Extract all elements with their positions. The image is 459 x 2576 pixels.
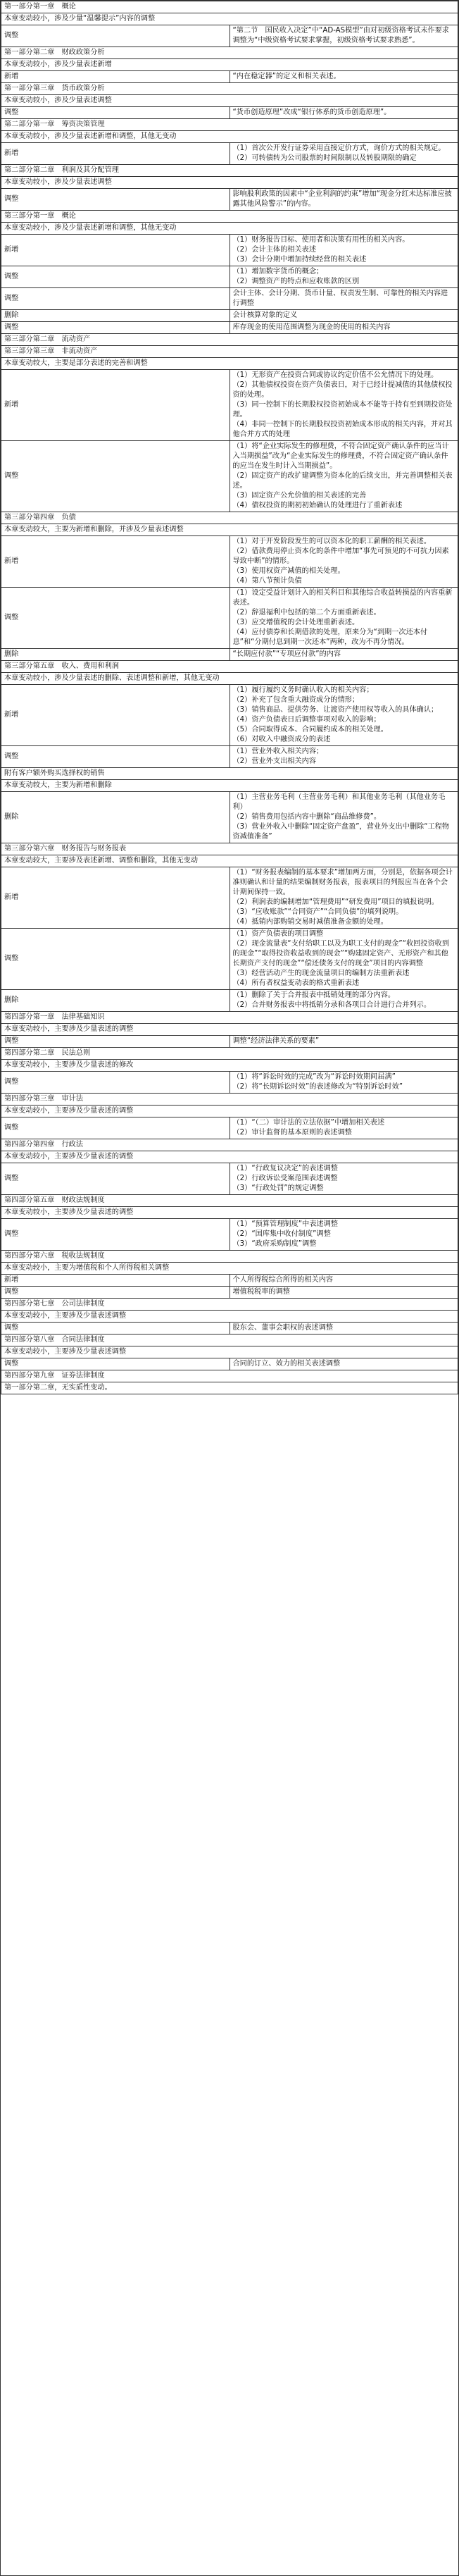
detail-line: （1）履行履约义务时确认收入的相关内容； [232, 686, 374, 694]
change-type-label: 新增 [1, 1275, 230, 1287]
detail-line: 会计主体、会计分期、货币计量、权责发生制、可靠性的相关内容进行调整 [232, 290, 448, 307]
section-row [1, 1060, 458, 1072]
section-heading: 第一部分第二章，无实质性变动。 [1, 1382, 458, 1394]
detail-line: （3）“应收账款”“合同资产”“合同负债”的填列说明。 [232, 908, 403, 916]
detail-line: 调整“经济法律关系的要素” [232, 1037, 320, 1045]
change-type-label: 调整 [1, 1163, 230, 1195]
section-heading: 第一部分第二章 财政政策分析 [1, 47, 458, 59]
change-row [1, 1163, 458, 1195]
change-type-label: 新增 [1, 536, 230, 588]
section-heading: 第四部分第七章 公司法律制度 [1, 1299, 458, 1311]
section-row [1, 673, 458, 685]
section-heading: 本章变动较小，主要涉及少量表述的调整 [1, 1106, 458, 1117]
change-detail [230, 746, 458, 768]
section-row [1, 524, 458, 536]
section-heading: 第三部分第五章 收入、费用和利润 [1, 661, 458, 673]
section-heading: 附有客户额外购买选择权的销售 [1, 768, 458, 780]
section-heading: 第四部分第五章 财政法规制度 [1, 1195, 458, 1207]
change-row [1, 649, 458, 661]
section-row [1, 768, 458, 780]
detail-line: “内在稳定器”的定义和相关表述。 [232, 73, 341, 80]
section-heading: 第四部分第一章 法律基础知识 [1, 1012, 458, 1024]
section-row [1, 47, 458, 59]
detail-line: （4）债权投资的期初初始确认的处理进行了重新表述 [232, 502, 403, 509]
section-heading: 本章变动较大，主要是部分表述的完善和调整 [1, 358, 458, 370]
change-type-label: 新增 [1, 370, 230, 441]
section-heading: 本章变动较小，涉及少量表述新增和调整，其他无变动 [1, 223, 458, 235]
detail-line: （4）应付债券和长期借款的处理，原来分为“到期一次还本付息”和“分期付息到期一次还本”两种，改为不再分情况。 [232, 628, 428, 646]
change-detail [230, 1036, 458, 1048]
detail-line: （1）增加数字货币的概念； [232, 268, 324, 275]
section-heading: 第三部分第四章 负债 [1, 512, 458, 524]
section-row [1, 95, 458, 107]
section-row [1, 1151, 458, 1163]
section-heading: 第四部分第二章 民法总则 [1, 1048, 458, 1060]
change-detail [230, 322, 458, 334]
detail-line: （2）营业外支出相关内容 [232, 757, 317, 765]
detail-line: （1）首次公开发行证券采用直接定价方式，询价方式的相关规定。 [232, 144, 446, 152]
change-row [1, 1323, 458, 1335]
change-type-label: 调整 [1, 266, 230, 288]
change-detail [230, 792, 458, 843]
section-row [1, 1094, 458, 1106]
change-detail [230, 1287, 458, 1299]
section-row [1, 780, 458, 792]
change-type-label: 调整 [1, 1287, 230, 1299]
change-detail [230, 441, 458, 512]
detail-line: （4）第八节预计负债 [232, 577, 302, 585]
section-row [1, 843, 458, 855]
detail-line: （3）销售商品、提供劳务、让渡资产使用权等收入的具体确认； [232, 706, 439, 714]
change-type-label: 调整 [1, 25, 230, 47]
change-type-label: 删除 [1, 310, 230, 322]
section-heading: 第三部分第一章 概论 [1, 211, 458, 223]
change-detail [230, 1072, 458, 1094]
detail-line: （1）“（二）审计法的立法依据”中增加相关表述 [232, 1119, 385, 1127]
section-row [1, 165, 458, 177]
detail-line: （1）删除了关于合并报表中抵销处理的部分内容。 [232, 991, 396, 999]
section-heading: 第三部分第六章 财务报告与财务报表 [1, 843, 458, 855]
section-heading: 本章变动较小，涉及少量表述新增 [1, 59, 458, 71]
change-detail [230, 685, 458, 746]
change-type-label: 调整 [1, 929, 230, 990]
change-row [1, 746, 458, 768]
change-detail [230, 1163, 458, 1195]
section-heading: 第四部分第四章 行政法 [1, 1139, 458, 1151]
change-row [1, 322, 458, 334]
change-detail [230, 107, 458, 119]
section-row [1, 1195, 458, 1207]
change-detail [230, 143, 458, 165]
section-row [1, 1024, 458, 1036]
change-row [1, 867, 458, 929]
change-row [1, 685, 458, 746]
section-heading: 本章变动较小，涉及少量表述的删除、表述调整和新增，其他无变动 [1, 673, 458, 685]
detail-line: （2）“国库集中收付制度”调整 [232, 1230, 331, 1238]
section-heading: 本章变动较小，涉及少量表述调整 [1, 95, 458, 107]
section-heading: 本章变动较小，涉及少量表述调整 [1, 177, 458, 189]
section-row [1, 1139, 458, 1151]
detail-line: （2）固定资产的改扩建调整为资本化的后续支出，并完善调整相关表述。 [232, 472, 453, 490]
detail-line: （3）固定资产公允价值的相关表述的完善 [232, 492, 367, 500]
section-row [1, 13, 458, 25]
section-row [1, 1346, 458, 1358]
detail-line: （2）补充了包含重大融资成分的情形； [232, 696, 360, 704]
detail-line: （3）同一控制下的长期股权投资初始成本不能等于持有至到期投资处理。 [232, 401, 453, 419]
detail-line: （2）其他债权投资在资产负债表日，对于已经计提减值的其他债权投资的处理。 [232, 381, 453, 399]
detail-line: （4）非同一控制下的长期股权投资初始成本形成的相关内容，并对其他合并方式的处理 [232, 421, 453, 438]
change-row [1, 310, 458, 322]
detail-line: （1）“行政复议决定”的表述调整 [232, 1165, 338, 1172]
change-row [1, 71, 458, 83]
detail-line: （1）财务报告目标、使用者和决策有用性的相关内容。 [232, 236, 410, 244]
change-detail [230, 1358, 458, 1370]
change-row [1, 929, 458, 990]
change-summary-table [1, 1, 458, 1394]
section-heading: 第三部分第二章 流动资产 [1, 334, 458, 346]
detail-line: （3）经营活动产生的现金流量项目的编制方法重新表述 [232, 970, 410, 977]
change-type-label: 调整 [1, 441, 230, 512]
change-row [1, 1287, 458, 1299]
change-type-label: 新增 [1, 71, 230, 83]
detail-line: （3）使用权资产减值的相关处理。 [232, 567, 345, 575]
section-heading: 第一部分第三章 货币政策分析 [1, 83, 458, 95]
section-heading: 第三部分第三章 非流动资产 [1, 346, 458, 358]
detail-line: “货币创造原理”改成“银行体系的货币创造原理”。 [232, 109, 391, 116]
detail-line: （3）“行政处罚”的规定调整 [232, 1184, 324, 1192]
section-row [1, 1012, 458, 1024]
detail-line: （4）资产负债表日后调整事项对收入的影响； [232, 716, 381, 724]
change-detail [230, 536, 458, 588]
change-row [1, 990, 458, 1012]
detail-line: （2）可转债转为公司股票的时间限制以及转股期限的确定 [232, 154, 417, 162]
section-heading: 本章变动较大，主要为新增和删除 [1, 780, 458, 792]
change-detail [230, 25, 458, 47]
detail-line: （2）审计监督的基本原则的表述调整 [232, 1129, 352, 1137]
change-type-label: 调整 [1, 1219, 230, 1251]
detail-line: 库存现金的使用范围调整为现金的使用的相关内容 [232, 323, 391, 331]
section-row [1, 1299, 458, 1311]
change-type-label: 调整 [1, 588, 230, 649]
detail-line: 股东会、董事会职权的表述调整 [232, 1324, 334, 1332]
change-type-label: 调整 [1, 107, 230, 119]
change-detail [230, 929, 458, 990]
change-detail [230, 310, 458, 322]
section-heading: 本章变动较小，主要涉及少量表述的调整 [1, 1207, 458, 1219]
change-type-label: 调整 [1, 1036, 230, 1048]
section-heading: 第二部分第二章 利润及其分配管理 [1, 165, 458, 177]
section-heading: 本章变动较小，主要涉及少量表述的修改 [1, 1060, 458, 1072]
change-row [1, 1072, 458, 1094]
detail-line: （3）“政府采购制度”调整 [232, 1240, 317, 1248]
section-row [1, 346, 458, 358]
change-type-label: 新增 [1, 143, 230, 165]
section-row [1, 334, 458, 346]
change-row [1, 189, 458, 211]
change-type-label: 新增 [1, 867, 230, 929]
detail-line: （2）辞退福利中包括的第二个方面重新表述。 [232, 609, 381, 617]
detail-line: （2）现金流量表“支付给职工以及为职工支付的现金”“收回投资收到的现金”“取得投资收益收到的现金”“购建固定资产、无形资产和其他长期资产支付的现金”“偿还债务支付的现金”项目的内容调整 [232, 940, 450, 967]
detail-line: （1）营业外收入相关内容； [232, 748, 324, 755]
detail-line: （2）调整资产的特点和应收账款的区别 [232, 278, 360, 285]
detail-line: （1）设定受益计划计入的相关科目和其他综合收益转损益的内容重新表述。 [232, 589, 453, 607]
change-detail [230, 189, 458, 211]
change-row [1, 1117, 458, 1139]
section-row [1, 83, 458, 95]
section-heading: 第二部分第一章 筹资决策管理 [1, 119, 458, 131]
change-detail [230, 1219, 458, 1251]
detail-line: （1）将“诉讼时效的完成”改为“诉讼时效期间届满” [232, 1073, 396, 1081]
section-heading: 第四部分第九章 证券法律制度 [1, 1370, 458, 1382]
detail-line: （3）应交增值税的会计处理重新表述。 [232, 619, 360, 626]
change-type-label: 调整 [1, 1323, 230, 1335]
section-row [1, 512, 458, 524]
detail-line: （2）销售费用包括内容中删除“商品维修费”。 [232, 813, 382, 821]
section-row [1, 1263, 458, 1275]
change-type-label: 调整 [1, 746, 230, 768]
change-row [1, 1358, 458, 1370]
change-row [1, 235, 458, 266]
section-heading: 本章变动较大，主要为新增和删除，并涉及少量表述调整 [1, 524, 458, 536]
change-row [1, 370, 458, 441]
section-heading: 本章变动较小，主要涉及少量表述调整 [1, 1346, 458, 1358]
change-row [1, 143, 458, 165]
section-heading: 本章变动较小，主要涉及少量表述的调整 [1, 1024, 458, 1036]
section-heading: 本章变动较小，涉及少量“温馨提示”内容的调整 [1, 13, 458, 25]
change-type-label: 调整 [1, 322, 230, 334]
section-row [1, 1382, 458, 1394]
detail-line: “第二节 国民收入决定”中“AD-AS模型”由对初级资格考试未作要求调整为“中级资格考试要求掌握，初级资格考试要求熟悉”。 [232, 27, 449, 44]
change-row [1, 441, 458, 512]
detail-line: 合同的订立、效力的相关表述调整 [232, 1360, 341, 1368]
section-row [1, 1048, 458, 1060]
detail-line: （3）营业外收入中删除“固定资产盘盈”，营业外支出中删除“工程物资减值准备” [232, 823, 450, 841]
detail-line: （1）无形资产在投资合同或协议约定价值不公允情况下的处理。 [232, 371, 439, 379]
change-type-label: 调整 [1, 288, 230, 310]
change-type-label: 调整 [1, 1117, 230, 1139]
section-row [1, 1370, 458, 1382]
detail-line: （2）借款费用停止资本化的条件中增加“事先可预见的不可抗力因素导致中断”的情形。 [232, 547, 449, 565]
change-type-label: 删除 [1, 990, 230, 1012]
change-type-label: 调整 [1, 1072, 230, 1094]
detail-line: （2）会计主体的相关表述 [232, 246, 317, 254]
change-type-label: 删除 [1, 649, 230, 661]
detail-line: 增值税税率的调整 [232, 1288, 290, 1296]
detail-line: “长期应付款”“专项应付款”的内容 [232, 650, 341, 658]
detail-line: （1）对于开发阶段发生的可以资本化的职工薪酬的相关表述。 [232, 538, 432, 545]
detail-line: 个人所得税综合所得的相关内容 [232, 1276, 334, 1284]
change-type-label: 新增 [1, 685, 230, 746]
detail-line: （1）“财务报表编制的基本要求”增加两方面，分别是，依据各项会计准则确认和计量的结果编制财务报表，报表项目的列报应当在各个会计期间保持一致。 [232, 869, 453, 896]
change-row [1, 288, 458, 310]
change-detail [230, 867, 458, 929]
detail-line: （1）资产负债表的项目调整 [232, 930, 324, 938]
detail-line: （1）“预算管理制度”中表述调整 [232, 1220, 338, 1228]
detail-line: 影响股利政策的因素中“企业利润的约束”增加“现金分红未达标准应披露其他风险警示”的内容。 [232, 190, 452, 208]
detail-line: （5）合同取得成本、合同履约成本的相关处理。 [232, 726, 388, 733]
detail-line: （2）行政诉讼受案范围表述调整 [232, 1175, 338, 1182]
section-row [1, 855, 458, 867]
change-row [1, 107, 458, 119]
section-row [1, 1251, 458, 1263]
change-detail [230, 370, 458, 441]
section-row [1, 177, 458, 189]
section-row [1, 1207, 458, 1219]
section-row [1, 1106, 458, 1117]
change-row [1, 1275, 458, 1287]
change-detail [230, 1323, 458, 1335]
section-heading: 第四部分第六章 税收法规制度 [1, 1251, 458, 1263]
change-type-label: 调整 [1, 189, 230, 211]
section-heading: 本章变动较小，主要涉及少量表述调整 [1, 1311, 458, 1323]
change-row [1, 25, 458, 47]
section-row [1, 661, 458, 673]
change-row [1, 1036, 458, 1048]
change-type-label: 新增 [1, 235, 230, 266]
detail-line: （2）将“长期诉讼时效”的表述修改为“特别诉讼时效” [232, 1083, 403, 1091]
change-detail [230, 235, 458, 266]
change-row [1, 536, 458, 588]
section-row [1, 1335, 458, 1346]
change-detail [230, 266, 458, 288]
section-row [1, 1, 458, 13]
change-row [1, 1219, 458, 1251]
change-detail [230, 71, 458, 83]
detail-line: 会计核算对象的定义 [232, 311, 298, 319]
section-row [1, 131, 458, 143]
section-heading: 第一部分第一章 概论 [1, 1, 458, 13]
section-heading: 第四部分第八章 合同法律制度 [1, 1335, 458, 1346]
section-row [1, 1311, 458, 1323]
change-detail [230, 588, 458, 649]
change-detail [230, 1275, 458, 1287]
section-row [1, 358, 458, 370]
change-detail [230, 649, 458, 661]
detail-line: （1）主营业务毛利（主营业务毛利）和其他业务毛利（其他业务毛利） [232, 793, 446, 811]
detail-line: （2）合并财务报表中将抵销分录和各项目合计进行合并列示。 [232, 1001, 432, 1009]
section-row [1, 59, 458, 71]
change-detail [230, 288, 458, 310]
change-row [1, 588, 458, 649]
change-row [1, 792, 458, 843]
change-type-label: 调整 [1, 1358, 230, 1370]
change-type-label: 删除 [1, 792, 230, 843]
section-heading: 本章变动较小，主要为增值税和个人所得税相关调整 [1, 1263, 458, 1275]
change-detail [230, 990, 458, 1012]
change-row [1, 266, 458, 288]
detail-line: （1）将“企业实际发生的修理费，不符合固定资产确认条件的应当计入当期损益”改为“企业实际发生的修理费，不符合固定资产确认条件的应当在发生时计入当期损益”。 [232, 442, 449, 470]
change-detail [230, 1117, 458, 1139]
section-row [1, 119, 458, 131]
detail-line: （4）抵销内部购销交易时减值准备金额的处理。 [232, 918, 388, 926]
section-heading: 本章变动较小，涉及少量表述新增和调整，其他无变动 [1, 131, 458, 143]
detail-line: （3）会计分期中增加持续经营的相关表述 [232, 256, 367, 264]
section-heading: 第四部分第三章 审计法 [1, 1094, 458, 1106]
section-heading: 本章变动较小，主要涉及少量表述的调整 [1, 1151, 458, 1163]
detail-line: （2）利润表的编制增加“管理费用”“研发费用”项目的填报说明。 [232, 898, 439, 906]
section-heading: 本章变动较大，主要涉及表述新增、调整和删除，其他无变动 [1, 855, 458, 867]
section-row [1, 211, 458, 223]
section-row [1, 223, 458, 235]
detail-line: （4）所有者权益变动表的格式重新表述 [232, 979, 360, 987]
detail-line: （6）对收入中融资成分的表述 [232, 736, 331, 743]
